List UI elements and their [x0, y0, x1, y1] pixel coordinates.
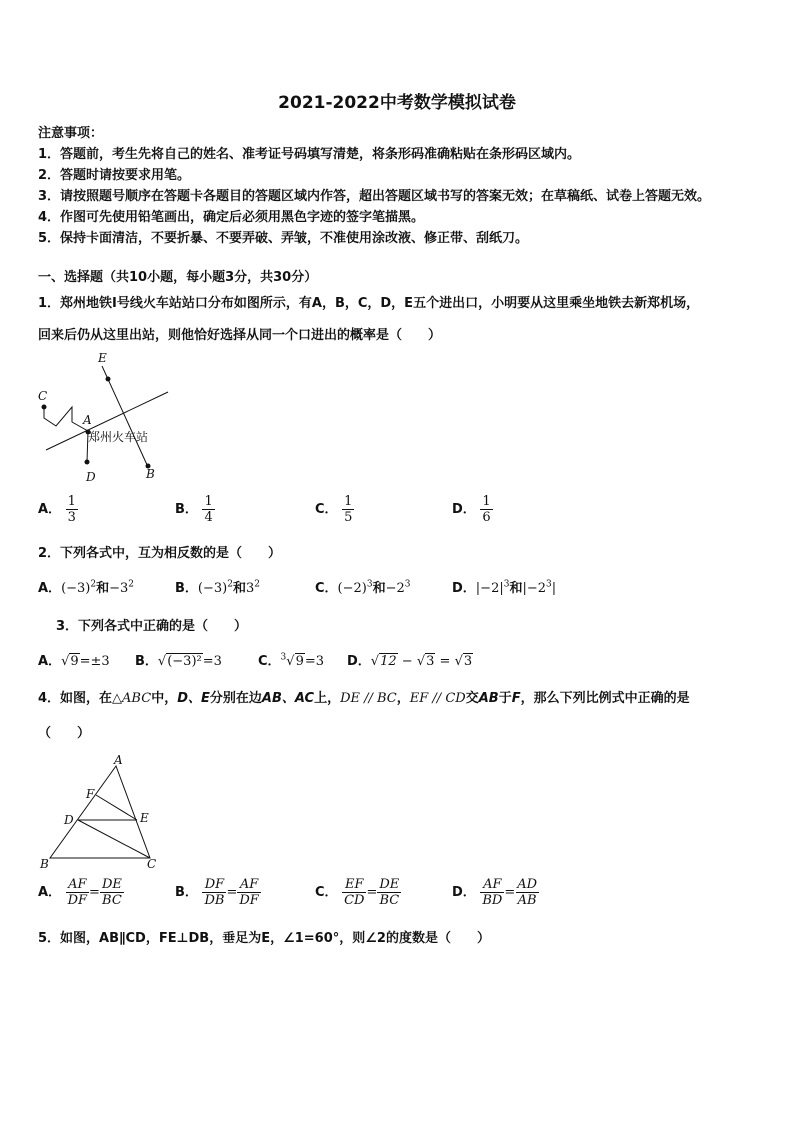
radicand: 12 — [380, 654, 397, 669]
q1-label-b: B — [146, 467, 155, 481]
root-index: 3 — [280, 652, 287, 663]
q3-option-d[interactable] — [347, 650, 473, 669]
fraction: $\frac{AF}{DF}$ — [67, 877, 88, 908]
minus-sign: − — [397, 654, 417, 669]
expr-b: −3 — [109, 581, 129, 596]
fraction: $\frac{DE}{BC}$ — [101, 877, 122, 908]
q4-stem-line2: （ ） — [38, 726, 91, 741]
option-letter: D． — [452, 581, 476, 596]
q3-option-a[interactable] — [38, 650, 110, 669]
expr-b: 3 — [245, 581, 255, 596]
q5-stem: 5．如图，AB∥CD，FE⊥DB，垂足为E，∠1=60°，则∠2的度数是（ ） — [38, 931, 490, 946]
notice-item-5: 5．保持卡面清洁，不要折暴、不要弄破、弄皱，不准使用涂改液、修正带、刮纸刀。 — [38, 231, 529, 246]
option-letter: B． — [175, 885, 198, 900]
q1-stem-line2: 回来后仍从这里出站，则他恰好选择从同一个口进出的概率是（ ） — [38, 328, 442, 343]
and-word: 和 — [96, 581, 110, 596]
expr-rest: =±3 — [79, 654, 110, 669]
q1-option-c[interactable] — [315, 494, 354, 525]
q2-option-d[interactable] — [452, 577, 556, 596]
q1-figure — [36, 350, 176, 486]
q2-option-a[interactable] — [38, 577, 134, 596]
option-letter: A． — [38, 654, 62, 669]
exp-a: 3 — [503, 579, 510, 590]
q2-option-b[interactable] — [175, 577, 260, 596]
q3-option-b[interactable] — [135, 650, 222, 669]
q1-option-a[interactable] — [38, 494, 78, 525]
exp-a: 2 — [227, 579, 233, 590]
q1-label-d: D — [86, 470, 96, 484]
notice-item-1: 1．答题前，考生先将自己的姓名、准考证号码填写清楚，将条形码准确粘贴在条形码区域内。 — [38, 147, 581, 162]
and-word: 和 — [232, 581, 246, 596]
q1-stem-line1: 1．郑州地铁Ⅰ号线火车站站口分布如图所示，有A，B，C，D，E五个进出口，小明要从这里乘坐地铁去新郑机场， — [38, 296, 700, 311]
radical-sign: √ — [416, 654, 426, 669]
q4-label-a: A — [114, 754, 123, 767]
notice-item-3: 3．请按照题号顺序在答题卡各题目的答题区域内作答，超出答题区域书写的答案无效；在草稿纸、试卷上答题无效。 — [38, 189, 711, 204]
fraction: $\frac{AF}{DF}$ — [239, 877, 259, 908]
and-word: 和 — [372, 581, 386, 596]
q4-label-c: C — [147, 857, 157, 871]
q3-option-c[interactable] — [258, 650, 324, 669]
exp-b: 3 — [404, 579, 411, 590]
radical-sign: √ — [454, 654, 463, 669]
fraction: $\frac{1}{4}$ — [204, 494, 213, 525]
q1-station-label: 郑州火车站 — [88, 430, 149, 444]
exp-b: 2 — [254, 579, 260, 590]
option-letter: D． — [452, 502, 476, 517]
page-title: 2021-2022中考数学模拟试卷 — [278, 93, 516, 113]
exp-b: 3 — [546, 579, 552, 590]
fraction: $\frac{EF}{CD}$ — [344, 877, 365, 908]
fraction: $\frac{DF}{DB}$ — [204, 877, 225, 908]
q4-stem-line1: 4．如图，在△ABC中，D、E分别在边AB、AC上，DE // BC，EF // CD交AB于F，那么下列比例式中正确的是 — [38, 691, 690, 706]
equals-sign: = — [366, 885, 378, 900]
notice-item-4: 4．作图可先使用铅笔画出，确定后必须用黑色字迹的签字笔描黑。 — [38, 210, 425, 225]
q4-label-b: B — [40, 857, 49, 871]
radical-sign: √ — [157, 654, 167, 669]
expr-a: |−2| — [475, 581, 504, 596]
q1-label-e: E — [98, 351, 107, 365]
option-letter: A． — [38, 885, 62, 900]
option-letter: B． — [175, 502, 198, 517]
expr-a: (−3) — [61, 581, 91, 596]
radicand: 3 — [463, 654, 473, 669]
fraction: $\frac{AF}{BD}$ — [482, 877, 503, 908]
radicand: 9 — [70, 654, 79, 669]
option-letter: D． — [347, 654, 371, 669]
option-letter: C． — [315, 581, 338, 596]
q2-stem: 2．下列各式中，互为相反数的是（ ） — [38, 546, 282, 561]
q4-figure — [36, 754, 166, 874]
expr-rest: =3 — [202, 654, 222, 669]
option-letter: C． — [258, 654, 281, 669]
exp-a: 3 — [366, 579, 373, 590]
fraction: $\frac{1}{6}$ — [482, 494, 491, 525]
fraction: $\frac{AD}{AB}$ — [517, 877, 538, 908]
q4-option-b[interactable] — [175, 877, 261, 908]
q4-label-e: E — [140, 811, 149, 825]
radicand: (−3)² — [167, 654, 202, 669]
q3-stem: 3．下列各式中正确的是（ ） — [56, 619, 248, 634]
expr-a: (−3) — [197, 581, 228, 596]
equals-sign: = — [226, 885, 238, 900]
exp-b: 2 — [128, 579, 135, 590]
equals-sign: = — [504, 885, 516, 900]
notice-item-2: 2．答题时请按要求用笔。 — [38, 168, 191, 183]
expr-b: −2 — [385, 581, 405, 596]
expr-b: |−2 — [522, 581, 547, 596]
q1-label-c: C — [38, 389, 48, 403]
radicand: 9 — [295, 654, 304, 669]
q4-option-d[interactable] — [452, 877, 539, 908]
and-word: 和 — [509, 581, 523, 596]
section-heading: 一、选择题（共10小题，每小题3分，共30分） — [38, 270, 318, 285]
fraction: $\frac{1}{5}$ — [344, 494, 353, 525]
equals-sign: = — [89, 885, 100, 900]
exp-a: 2 — [90, 579, 97, 590]
expr-a: (−2) — [337, 581, 367, 596]
radical-sign: √ — [61, 654, 70, 669]
q1-option-b[interactable] — [175, 494, 215, 525]
abs-bar: | — [551, 581, 557, 596]
q2-option-c[interactable] — [315, 577, 411, 596]
option-letter: A． — [38, 581, 62, 596]
equals-sign: = — [435, 654, 455, 669]
expr-rest: =3 — [304, 654, 325, 669]
q1-option-d[interactable] — [452, 494, 493, 525]
q4-option-c[interactable] — [315, 877, 401, 908]
option-letter: D． — [452, 885, 476, 900]
fraction: $\frac{1}{3}$ — [67, 494, 76, 525]
option-letter: A． — [38, 502, 62, 517]
radical-sign: √ — [286, 654, 295, 669]
q4-label-d: D — [64, 813, 74, 827]
option-letter: C． — [315, 502, 338, 517]
fraction: $\frac{DE}{BC}$ — [379, 877, 400, 908]
radical-sign: √ — [370, 654, 380, 669]
notice-heading: 注意事项： — [38, 126, 104, 141]
radicand: 3 — [426, 654, 435, 669]
option-letter: B． — [175, 581, 198, 596]
q1-label-a: A — [83, 413, 92, 427]
q4-option-a[interactable] — [38, 877, 124, 908]
option-letter: B． — [135, 654, 158, 669]
q4-label-f: F — [86, 787, 95, 801]
option-letter: C． — [315, 885, 338, 900]
